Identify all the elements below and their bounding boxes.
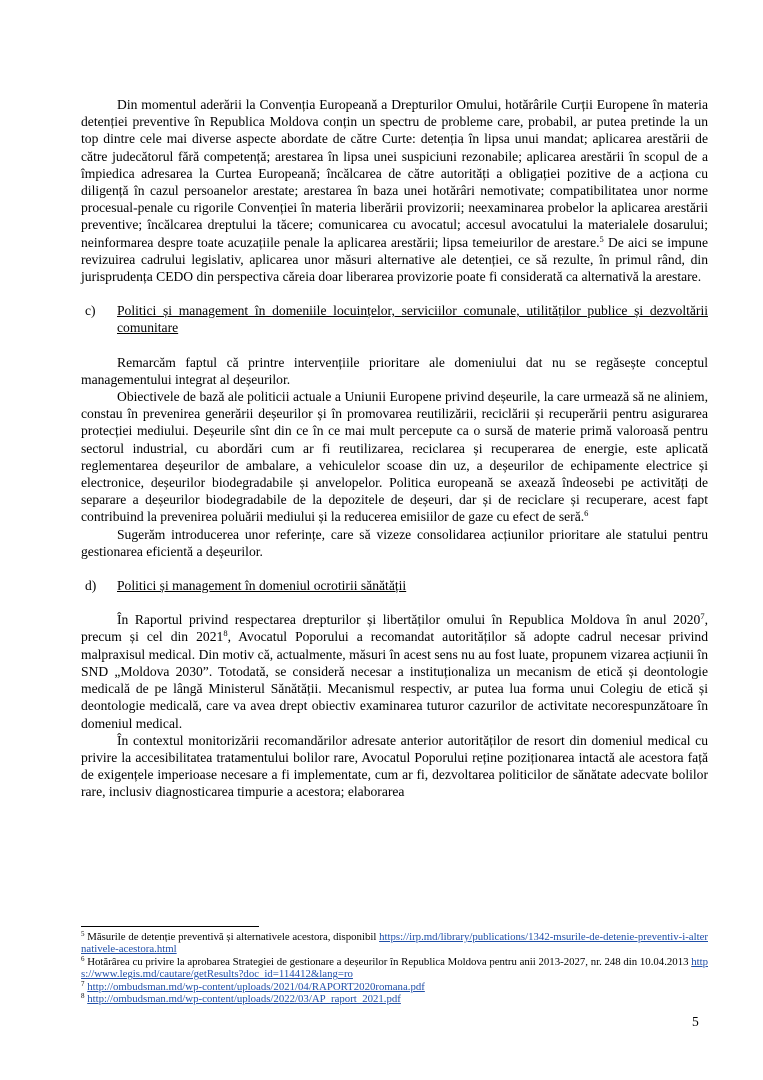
paragraph-text: Din momentul aderării la Convenția Europeană a Drepturilor Omului, hotărârile Curții Europene în materia detenției preventive în Republica Moldova conțin un spectru de probleme care, probabil, ar putea pretinde la un top dintre cele mai diverse aspecte abordate de către Curte: detenția în lipsa unui mandat; aplicarea arestării de către judecătorul fără competență; arestarea în lipsa unei suspiciuni rezonabile; aplicarea arestării în scopul de a împiedica adresarea la Curtea Europeană; încălcarea de către autorități a obligației pozitive de a acționa cu diligență în cazul persoanelor arestate; arestarea în baza unei hotărâri nemotivate; compatibilitatea unor norme procesual-penale cu rigorile Convenției în materia liberării provizorii; neexaminarea probelor la aplicarea arestării preventive; încălcarea dreptului la tăcere; comunicarea cu avocatul; accesul avocatului la materialele dosarului; neinformarea despre toate acuzațiile penale la aplicarea arestării; lipsa temeiurilor de arestare.: [81, 97, 708, 250]
footnote-link[interactable]: https://irp.md/library/publications/1342-msurile-de-detenie-preventiv-i-alternativele-acestora.html: [81, 931, 708, 956]
paragraph-eu-waste-policy: [81, 388, 708, 526]
paragraph-rare-diseases: În contextul monitorizării recomandărilor adresate anterior autorităților de resort din domeniul medical cu privire la accesibilitatea tratamentului bolilor rare, Avocatul Poporului reține poziționarea intactă ale acestora față de exigențele imperioase necesare a fi implementate, cum ar fi, dezvoltarea politicilor de sănătate adecvate bolilor rare, inclusiv diagnosticarea timpurie a acestora; elaborarea: [81, 732, 708, 800]
heading-label: d): [85, 578, 97, 594]
section-heading-d: [81, 577, 708, 594]
footnote-ref-7[interactable]: 7: [700, 611, 705, 622]
paragraph-text: Obiectivele de bază ale politicii actuale a Uniunii Europene privind deșeurile, la care urmează să ne aliniem, constau în prevenirea generării deșeurilor și în promovarea reutilizării, reciclării și recuperării pentru asigurarea protecției mediului. Deșeurile sînt din ce în ce mai mult percepute ca o sursă de materie primă valoroasă pentru sectorul industrial, cu abordări cum ar fi reutilizarea, reciclarea și recuperarea de energie, este aplicată reglementarea deșeurilor de ambalare, a vehiculelor scoase din uz, a deșeurilor de echipamente electrice și electronice, deșeurilor biodegradabile și anvelopelor. Politica europeană se axează îndeosebi pe activități de separare a deșeurilor biodegradabile de la depozitele de deșeuri, dar și de reciclare și recuperare, acest fapt contribuind la prevenirea poluării mediului și la reducerea emisiilor de gaze cu efect de seră.: [81, 389, 708, 525]
heading-label: c): [85, 303, 96, 319]
footnote-text: Măsurile de detenție preventivă și alternativele acestora, disponibil: [84, 931, 380, 943]
footnote-5: [81, 931, 708, 956]
footnote-8: [81, 993, 708, 1005]
paragraph-malpractice: [81, 611, 708, 731]
paragraph-text: , Avocatul Poporului a recomandat autorităților să adopte cadrul necesar privind malpraxisul medical. Din motiv că, actualmente, măsuri în acest sens nu au fost luate, propunem vizarea acțiunii în SND „Moldova 2030”. Totodată, se consideră necesar a instituționaliza un mecanism de etică și deontologie medicală de pe lângă Ministerul Sănătății. Mecanismul respectiv, ar putea lua forma unui Colegiu de etică și deontologie medicală, care va avea drept obiectiv examinarea tuturor cazurilor de activitate necorespunzătoare în domeniul medical.: [81, 629, 708, 731]
heading-text: Politici și management în domeniile locuințelor, serviciilor comunale, utilităților publice și dezvoltării comunitare: [117, 303, 708, 336]
heading-text: Politici și management în domeniul ocrotirii sănătății: [117, 578, 407, 594]
paragraph-waste-suggestion: Sugerăm introducerea unor referințe, care să vizeze consolidarea acțiunilor prioritare ale statului pentru gestionarea eficientă a deșeurilor.: [81, 526, 708, 559]
paragraph-detention: [81, 96, 708, 285]
footnote-number: 6: [81, 954, 85, 963]
footnote-ref-6[interactable]: 6: [584, 508, 589, 519]
footnote-separator: [81, 926, 259, 927]
paragraph-text: De aici se impune revizuirea cadrului legislativ, aplicarea unor măsuri alternative ale detenției, ce să rezulte, în primul rând, din jurisprudența CEDO din perspectiva căreia doar liberarea provizorie poate fi considerată ca alternativă la arestare.: [81, 234, 708, 285]
footnote-ref-8[interactable]: 8: [223, 628, 228, 639]
paragraph-text: În Raportul privind respectarea drepturilor și libertăților omului în Republica Moldova în anul 2020: [117, 612, 701, 628]
footnote-link[interactable]: http://ombudsman.md/wp-content/uploads/2021/04/RAPORT2020romana.pdf: [87, 980, 425, 993]
document-body: [81, 96, 708, 801]
footnote-text: Hotărârea cu privire la aprobarea Strategiei de gestionare a deșeurilor în Republica Moldova pentru anii 2013-2027, nr. 248 din 10.04.2013: [84, 955, 692, 968]
footnote-link[interactable]: http://ombudsman.md/wp-content/uploads/2022/03/AP_raport_2021.pdf: [87, 993, 401, 1006]
paragraph-text: , precum și cel din 2021: [81, 612, 708, 645]
paragraph-waste-concept: Remarcăm faptul că printre intervențiile prioritare ale domeniului dat nu se regăsește conceptul managementului integrat al deșeurilor.: [81, 354, 708, 387]
footnote-6: [81, 956, 708, 981]
footnotes: [81, 931, 708, 1005]
page-number: 5: [692, 1014, 699, 1029]
footnote-7: [81, 981, 708, 993]
footnote-number: 5: [81, 930, 85, 938]
footnote-link[interactable]: https://www.legis.md/cautare/getResults?doc_id=114412&lang=ro: [81, 955, 708, 981]
section-heading-c: [81, 302, 708, 336]
footnote-number: 8: [81, 992, 85, 1001]
footnote-ref-5[interactable]: 5: [599, 233, 604, 244]
footnote-number: 7: [81, 979, 85, 988]
